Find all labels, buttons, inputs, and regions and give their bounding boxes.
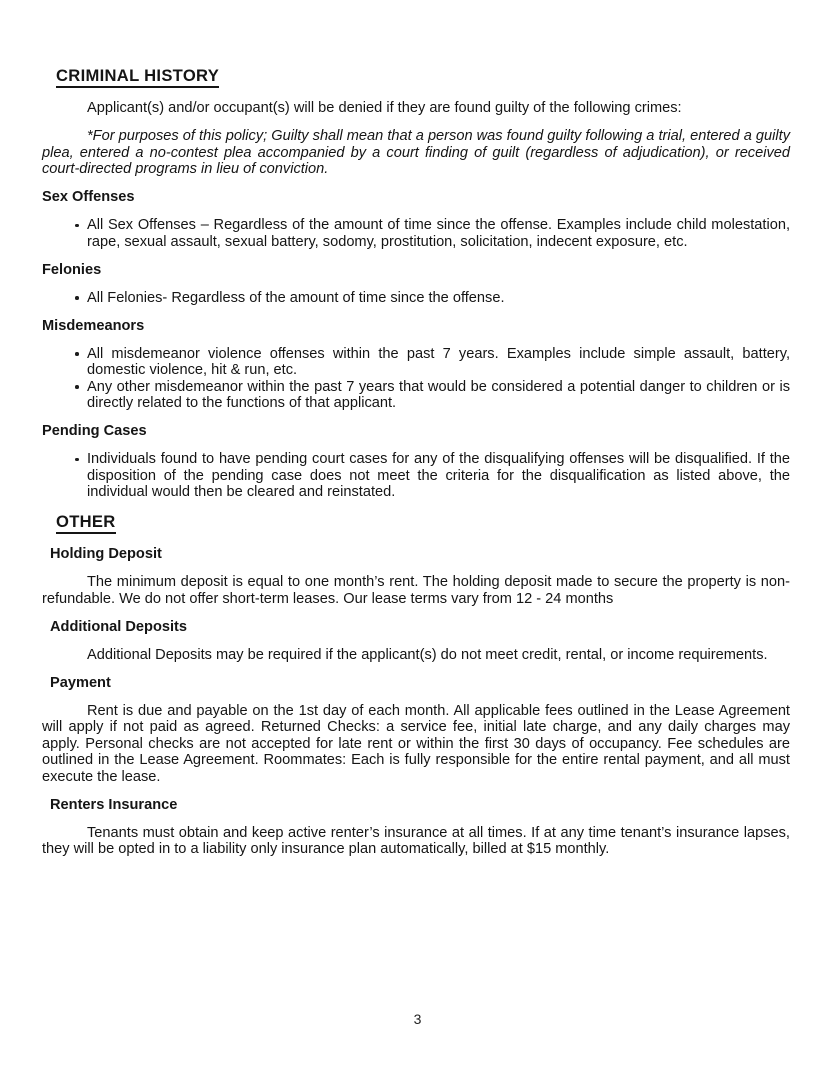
additional-deposits-paragraph: Additional Deposits may be required if the applicant(s) do not meet credit, rental, or income requirements. <box>87 646 768 663</box>
subheading-additional-deposits: Additional Deposits <box>50 618 188 635</box>
subheading-felonies: Felonies <box>42 261 102 278</box>
heading-criminal-history <box>56 66 790 88</box>
bullet-item: All Felonies- Regardless of the amount of time since the offense. <box>87 290 790 307</box>
holding-deposit-paragraph: The minimum deposit is equal to one month’s rent. The holding deposit made to secure the property is non- refundable. We do not offer short-term leases. Our lease terms vary from 12 - 24 months <box>42 574 790 607</box>
felonies-list <box>42 290 790 307</box>
subheading-renters-insurance: Renters Insurance <box>50 796 178 813</box>
subheading-misdemeanors: Misdemeanors <box>42 317 145 334</box>
subheading-holding-deposit: Holding Deposit <box>50 546 162 562</box>
misdemeanors-list <box>42 346 790 412</box>
payment-paragraph: Rent is due and payable on the 1st day of each month. All applicable fees outlined in the Lease Agreement will apply if not paid as agreed. Returned Checks: a service fee, initial late charge, and any daily charges may apply. Personal checks are not accepted for late rent or within the first 30 days of occupancy. Fee schedules are outlined in the Lease Agreement. Roommates: Each is fully responsible for the entire rental payment, and all must execute the lease. <box>42 702 790 785</box>
heading-other-text: OTHER <box>56 512 116 534</box>
bullet-item: All Sex Offenses – Regardless of the amount of time since the offense. Examples include child molestation, rape, sexual assault, sexual battery, sodomy, prostitution, solicitation, indecent exposure, etc. <box>87 217 790 250</box>
policy-note: *For purposes of this policy; Guilty shall mean that a person was found guilty following a trial, entered a guilty plea, entered a no-contest plea accompanied by a court finding of guilt (regardless of adjudication), or received court-directed programs in lieu of conviction. <box>42 128 790 177</box>
subheading-pending-cases: Pending Cases <box>42 423 147 439</box>
bullet-item: Individuals found to have pending court cases for any of the disqualifying offenses will be disqualified. If the disposition of the pending case does not meet the criteria for the disqualification as listed above, the individual would then be cleared and reinstated. <box>87 451 790 500</box>
bullet-item: Any other misdemeanor within the past 7 years that would be considered a potential danger to children or is directly related to the functions of that applicant. <box>87 378 790 411</box>
page-number: 3 <box>413 1011 422 1027</box>
heading-criminal-history-text: CRIMINAL HISTORY <box>56 66 219 88</box>
subheading-sex-offenses: Sex Offenses <box>42 189 135 205</box>
bullet-item: All misdemeanor violence offenses within the past 7 years. Examples include simple assault, battery, domestic violence, hit & run, etc. <box>87 345 790 378</box>
subheading-payment: Payment <box>50 674 111 691</box>
renters-insurance-paragraph: Tenants must obtain and keep active renter’s insurance at all times. If at any time tenant’s insurance lapses, they will be opted in to a liability only insurance plan automatically, billed at $15 monthly. <box>42 824 790 857</box>
heading-other <box>56 512 790 534</box>
pending-cases-list <box>42 451 790 501</box>
sex-offenses-list <box>42 217 790 250</box>
criminal-history-intro: Applicant(s) and/or occupant(s) will be denied if they are found guilty of the following crimes: <box>87 100 682 116</box>
